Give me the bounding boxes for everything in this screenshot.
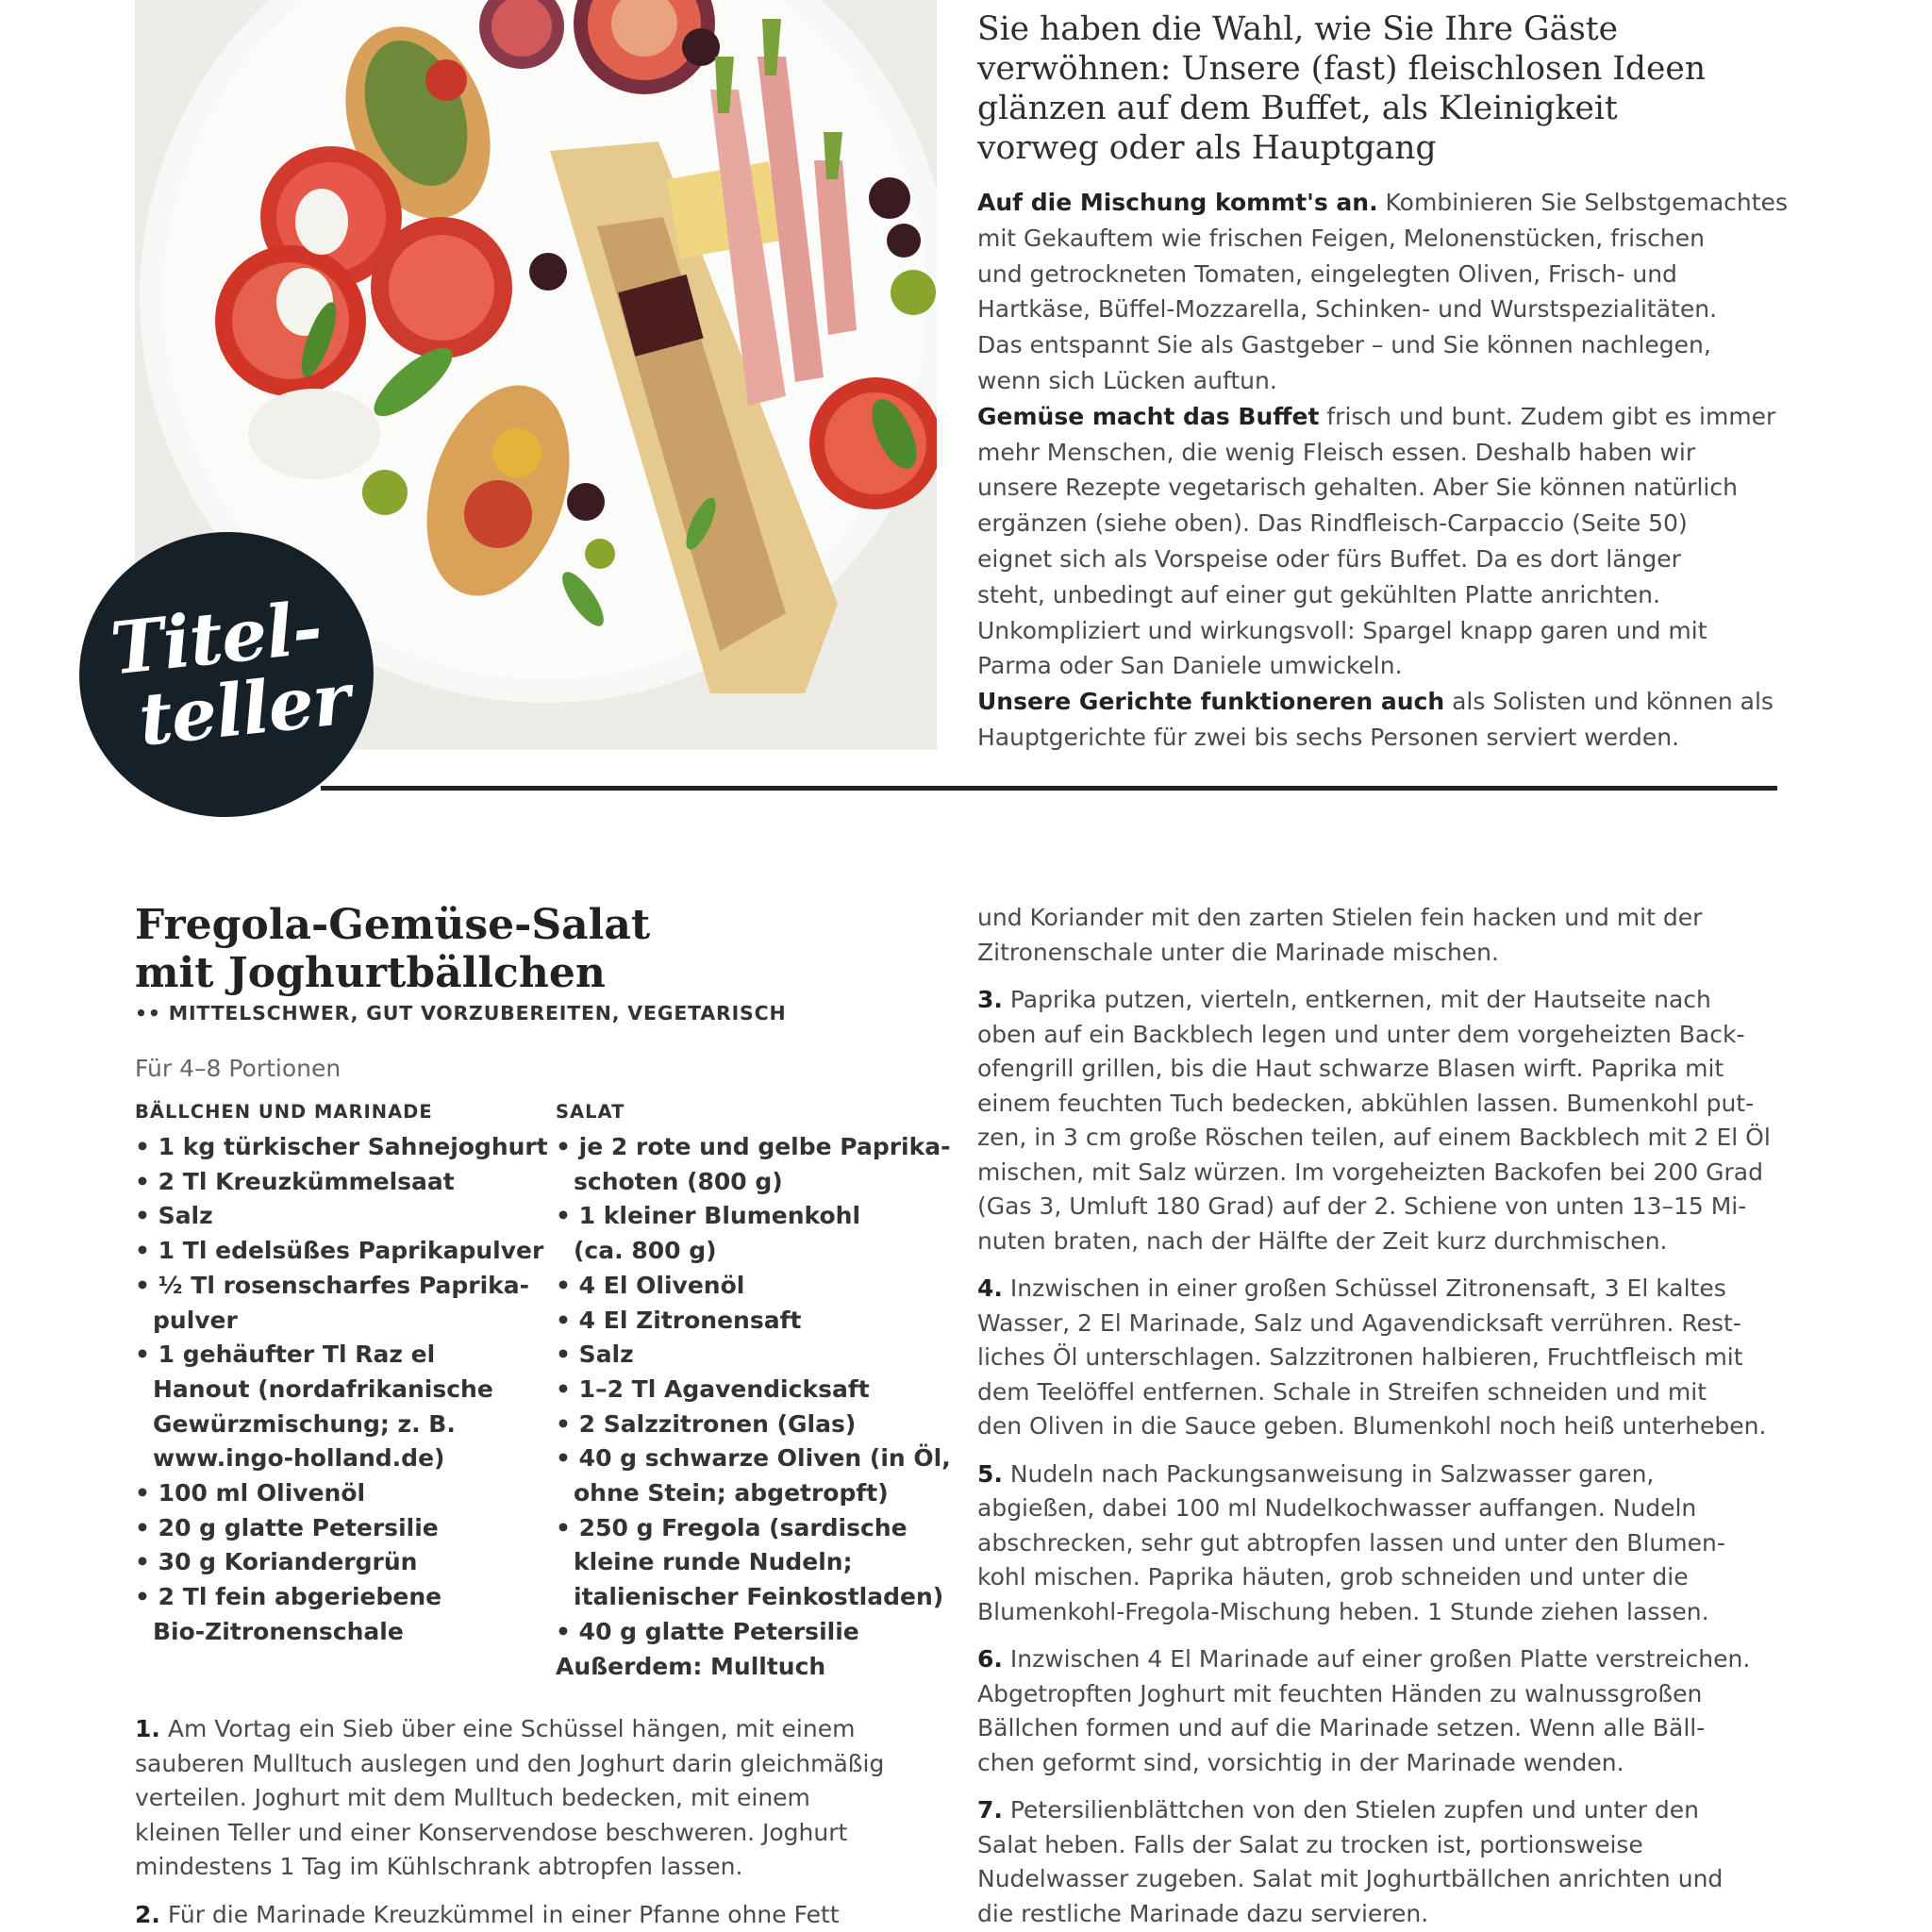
step-3-number: 3. xyxy=(977,986,1003,1013)
step-2-number: 2. xyxy=(135,1900,160,1928)
badge-line-2: teller xyxy=(135,656,354,762)
step-5-number: 5. xyxy=(977,1459,1003,1488)
steps-right: und Koriander mit den zarten Stielen fein hacken und mit der Zitronenschale unter die Marinade mischen. 3. Paprika putzen, vierteln, entkernen, mit der Hautseite nach oben auf ein Backblech legen und unter dem vorgeheizten Back- ofengrill grillen, bis die Haut schwarze Blasen wirft. Paprika mit einem feuchten Tuch bedecken, abkühlen lassen. Bumenkohl put- zen, in 3 cm große Röschen teilen, auf einem Backblech mit 2 El Öl mischen, mit Salz würzen. Im vorgeheizten Backofen bei 200 Grad (Gas 3, Umluft 180 Grad) auf der 2. Schiene von unten 13–15 Mi- nuten braten, nach der Hälfte der Zeit kurz durchmischen. 4. Inzwischen in einer großen Schüssel Zitronensaft, 3 El kaltes Wasser, 2 El Marinade, Salz und Agavendicksaft verrühren. Rest- liches Öl unterschlagen. Salzzitronen halbieren, Fruchtfleisch mit dem Teelöffel entfernen. Schale in Streifen schneiden und mit den Oliven in die Sauce geben. Blumenkohl noch heiß unterheben. 5. Nudeln nach Packungsanweisung in Salzwasser garen, abgießen, dabei 100 ml Nudelkochwasser auffangen. Nudeln abschrecken, sehr gut abtropfen lassen und unter den Blumen- kohl mischen. Paprika häuten, grob schneiden und unter die Blumenkohl-Fregola-Mischung heben. 1 Stunde ziehen lassen. 6. Inzwischen 4 El Marinade auf einer großen Platte verstreichen. Abgetropften Joghurt mit feuchten Händen zu walnussgroßen Bällchen formen und auf die Marinade setzen. Wenn alle Bäll- chen geformt sind, vorsichtig in der Marinade wenden. 7. Petersilienblättchen von den Stielen zupfen und unter den Salat heben. Falls der Salat zu trocken ist, portionsweise Nudelwasser zugeben. Salat mit Joghurtbällchen anrichten und die restliche Marinade dazu servieren. xyxy=(977,904,1771,1927)
step-7-number: 7. xyxy=(977,1796,1003,1824)
recipe-title: Fregola-Gemüse-Salat mit Joghurtbällchen xyxy=(135,901,651,997)
recipe-tags: •• MITTELSCHWER, GUT VORZUBEREITEN, VEGETARISCH xyxy=(135,1002,787,1024)
intro-headline: Sie haben die Wahl, wie Sie Ihre Gäste verwöhnen: Unsere (fast) fleischlosen Ideen glänzen auf dem Buffet, als Kleinigkeit vorweg oder als Hauptgang xyxy=(977,10,1707,167)
step-4-number: 4. xyxy=(977,1274,1003,1302)
intro-lead-3: Unsere Gerichte funktioneren auch xyxy=(977,688,1445,716)
ingredients-salat-heading: SALAT xyxy=(556,1101,625,1123)
step-1-number: 1. xyxy=(135,1715,160,1742)
intro-lead-2: Gemüse macht das Buffet xyxy=(977,402,1320,430)
ingredients-marinade-heading: BÄLLCHEN UND MARINADE xyxy=(135,1101,433,1123)
ingredients-marinade: BÄLLCHEN UND MARINADE • 1 kg türkischer Sahnejoghurt • 2 Tl Kreuzkümmelsaat • Salz • 1 Tl edelsüßes Paprikapulver • ½ Tl rosenscharfes Paprika- pulver • 1 gehäufter Tl Raz el Hanout (nordafrikanische Gewürzmischung; z. B. www.ingo-holland.de) • 100 ml Olivenöl • 20 g glatte Petersilie • 30 g Koriandergrün • 2 Tl fein abgeriebene Bio-Zitronenschale xyxy=(135,1097,548,1650)
steps-left: 1. Am Vortag ein Sieb über eine Schüssel hängen, mit einem sauberen Mulltuch auslegen und den Joghurt darin gleichmäßig verteilen. Joghurt mit dem Mulltuch bedecken, mit einem kleinen Teller und einer Konservendose beschweren. Joghurt mindestens 1 Tag im Kühlschrank abtropfen lassen. 2. Für die Marinade Kreuzkümmel in einer Pfanne ohne Fett xyxy=(135,1715,885,1928)
step-6-number: 6. xyxy=(977,1645,1003,1673)
badge-line-1: Titel- xyxy=(107,585,325,691)
intro-body: Auf die Mischung kommt's an. Kombinieren Sie Selbstgemachtes mit Gekauftem wie frischen Feigen, Melonenstücken, frischen und getrockneten Tomaten, eingelegten Oliven, Frisch- und Hartkäse, Büffel-Mozzarella, Schinken- und Wurstspezialitäten. Das entspannt Sie als Gastgeber – und Sie können nachlegen, wenn sich Lücken auftun. Gemüse macht das Buffet frisch und bunt. Zudem gibt es immer mehr Menschen, die wenig Fleisch essen. Deshalb haben wir unsere Rezepte vegetarisch gehalten. Aber Sie können natürlich ergänzen (siehe oben). Das Rindfleisch-Carpaccio (Seite 50) eignet sich als Vorspeise oder fürs Buffet. Da es dort länger steht, unbedingt auf einer gut gekühlten Platte anrichten. Unkompliziert und wirkungsvoll: Spargel knapp garen und mit Parma oder San Daniele umwickeln. Unsere Gerichte funktioneren auch als Solisten und können als Hauptgerichte für zwei bis sechs Personen serviert werden. xyxy=(977,189,1788,751)
recipe-portions: Für 4–8 Portionen xyxy=(135,1055,341,1082)
ingredients-salat: SALAT • je 2 rote und gelbe Paprika- schoten (800 g) • 1 kleiner Blumenkohl (ca. 800 g) • 4 El Olivenöl • 4 El Zitronensaft • Salz • 1–2 Tl Agavendicksaft • 2 Salzzitronen (Glas) • 40 g schwarze Oliven (in Öl, ohne Stein; abgetropft) • 250 g Fregola (sardische kleine runde Nudeln; italienischer Feinkostladen) • 40 g glatte Petersilie Außerdem: Mulltuch xyxy=(556,1097,951,1684)
section-divider xyxy=(321,786,1777,791)
intro-lead-1: Auf die Mischung kommt's an. xyxy=(977,189,1378,216)
